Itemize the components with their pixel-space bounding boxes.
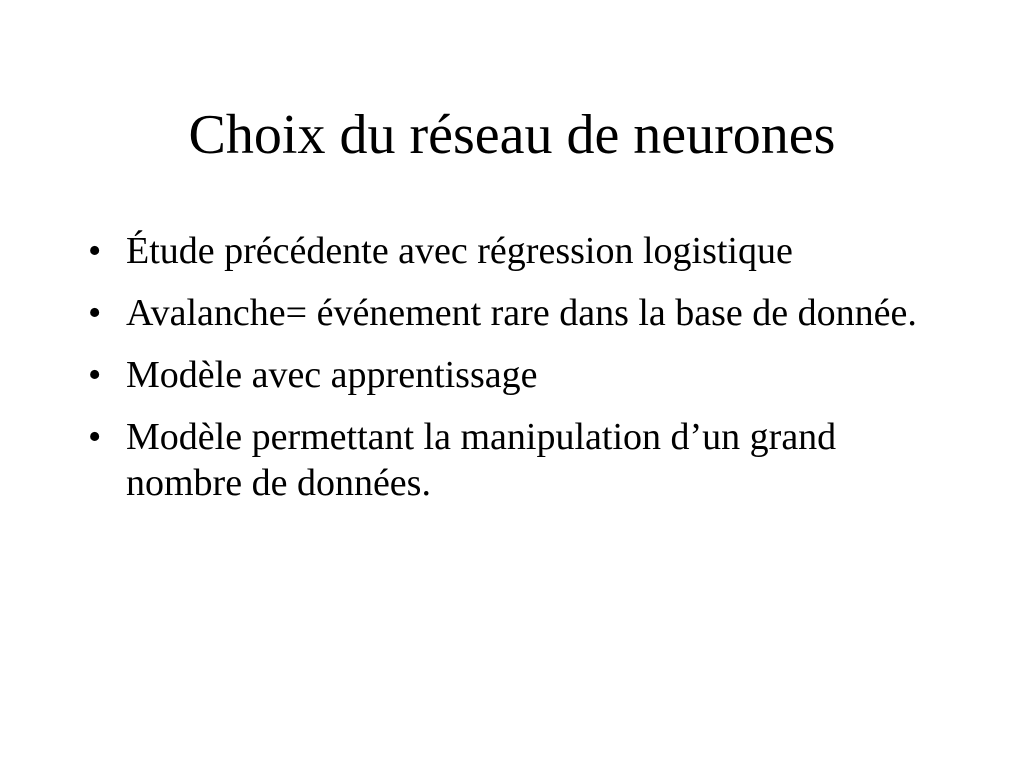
bullet-item (88, 228, 948, 274)
bullet-text: Modèle permettant la manipulation d’un grand nombre de données. (126, 416, 837, 504)
bullet-marker-icon: • (88, 230, 102, 272)
slide-title: Choix du réseau de neurones (188, 104, 836, 166)
bullet-text: Étude précédente avec régression logistique (126, 230, 793, 272)
bullet-text: Modèle avec apprentissage (126, 354, 538, 396)
bullet-marker-icon: • (88, 292, 102, 334)
bullet-list (88, 228, 948, 522)
bullet-item (88, 352, 948, 398)
bullet-text: Avalanche= événement rare dans la base de donnée. (126, 292, 917, 334)
bullet-marker-icon: • (88, 416, 102, 458)
bullet-item (88, 290, 948, 336)
bullet-marker-icon: • (88, 354, 102, 396)
bullet-item (88, 414, 948, 506)
